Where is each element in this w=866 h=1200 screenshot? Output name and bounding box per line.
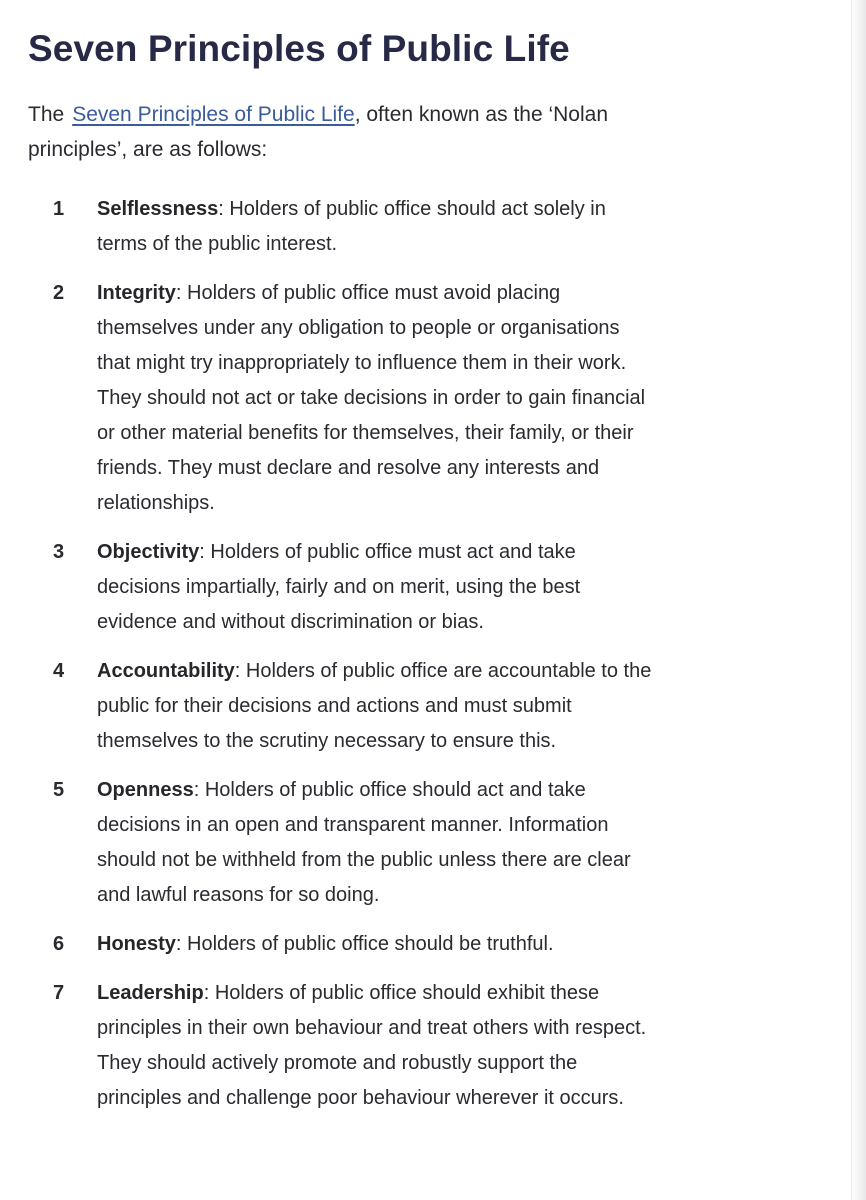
principle-name: Honesty	[97, 933, 176, 955]
principle-body	[97, 927, 652, 962]
principle-number: 3	[53, 541, 65, 563]
principles-link[interactable]: Seven Principles of Public Life	[72, 103, 355, 126]
principle-description: : Holders of public office must avoid placing themselves under any obligation to people or organisations that might try inappropriately to influence them in their work. They should not act or take decisions in order to gain financial or other material benefits for themselves, their family, or their friends. They must declare and resolve any interests and relationships.	[97, 282, 646, 514]
principle-number: 7	[53, 982, 65, 1004]
principle-name: Accountability	[97, 660, 235, 682]
principle-name: Openness	[97, 779, 194, 801]
principles-list	[0, 192, 866, 1130]
principle-number: 2	[53, 282, 65, 304]
principle-body	[97, 276, 652, 521]
principle-body	[97, 654, 652, 759]
principle-number: 6	[53, 933, 65, 955]
principle-item-selflessness	[0, 192, 866, 262]
intro-prefix: The	[28, 103, 65, 126]
principle-number: 5	[53, 779, 65, 801]
principle-item-objectivity	[0, 535, 866, 640]
principle-item-leadership	[0, 976, 866, 1116]
principle-item-honesty	[0, 927, 866, 962]
principle-body	[97, 976, 652, 1116]
page-title: Seven Principles of Public Life	[28, 28, 570, 69]
principle-body	[97, 535, 652, 640]
principle-description: : Holders of public office should act and take decisions in an open and transparent manner. Information should not be withheld from the public unless there are clear and lawful reasons for so doing.	[97, 779, 631, 906]
intro-paragraph	[28, 97, 648, 167]
principle-item-integrity	[0, 276, 866, 521]
page-right-edge	[851, 0, 866, 1200]
principle-description: : Holders of public office must act and take decisions impartially, fairly and on merit, using the best evidence and without discrimination or bias.	[97, 541, 581, 633]
principle-item-openness	[0, 773, 866, 913]
principle-description: : Holders of public office are accountable to the public for their decisions and actions and must submit themselves to the scrutiny necessary to ensure this.	[97, 660, 652, 752]
principle-name: Leadership	[97, 982, 204, 1004]
principle-body	[97, 773, 652, 913]
principle-description: : Holders of public office should exhibit these principles in their own behaviour and treat others with respect. They should actively promote and robustly support the principles and challenge poor behaviour wherever it occurs.	[97, 982, 647, 1109]
principle-number: 1	[53, 198, 65, 220]
principle-item-accountability	[0, 654, 866, 759]
principle-number: 4	[53, 660, 65, 682]
principle-name: Objectivity	[97, 541, 200, 563]
principle-description: : Holders of public office should act solely in terms of the public interest.	[97, 198, 606, 255]
intro-suffix: , often known as the ‘Nolan principles’, are as follows:	[28, 103, 609, 161]
principle-name: Selflessness	[97, 198, 219, 220]
principle-body	[97, 192, 652, 262]
principle-name: Integrity	[97, 282, 176, 304]
principle-description: : Holders of public office should be truthful.	[175, 933, 554, 955]
